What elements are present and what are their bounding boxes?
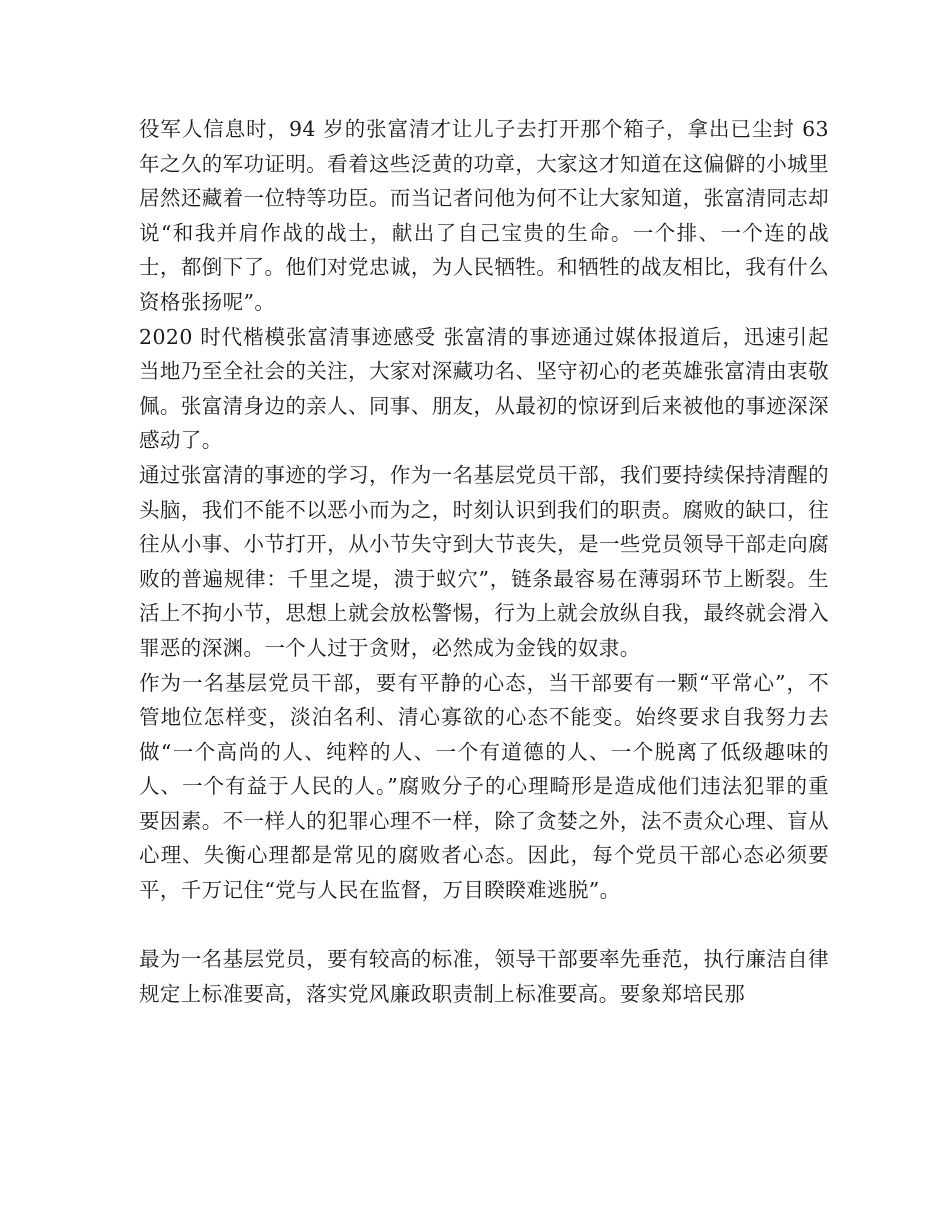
paragraph-5: 最为一名基层党员，要有较高的标准，领导干部要率先垂范，执行廉洁自律规定上标准要高，落实党风廉政职责制上标准要高。要象郑培民那 (139, 947, 829, 1006)
paragraph-3: 通过张富清的事迹的学习，作为一名基层党员干部，我们要持续保持清醒的头脑，我们不能不以恶小而为之，时刻认识到我们的职责。腐败的缺口，往往从小事、小节打开，从小节失守到大节丧失，是一些党员领导干部走向腐败的普遍规律：千里之堤，溃于蚁穴”，链条最容易在薄弱环节上断裂。生活上不拘小节，思想上就会放松警惕，行为上就会放纵自我，最终就会滑入罪恶的深渊。一个人过于贪财，必然成为金钱的奴隶。 (139, 462, 829, 660)
document-body (139, 112, 829, 1011)
paragraph-2: 2020 时代楷模张富清事迹感受 张富清的事迹通过媒体报道后，迅速引起当地乃至全社会的关注，大家对深藏功名、坚守初心的老英雄张富清由衷敬佩。张富清身边的亲人、同事、朋友，从最初的惊讶到后来被他的事迹深深感动了。 (139, 324, 829, 453)
paragraph-spacer (139, 908, 829, 943)
paragraph-4: 作为一名基层党员干部，要有平静的心态，当干部要有一颗“平常心”，不管地位怎样变，淡泊名利、清心寡欲的心态不能变。始终要求自我努力去做“一个高尚的人、纯粹的人、一个有道德的人、一个脱离了低级趣味的人、一个有益于人民的人。”腐败分子的心理畸形是造成他们违法犯罪的重要因素。不一样人的犯罪心理不一样，除了贪婪之外，法不责众心理、盲从心理、失衡心理都是常见的腐败者心态。因此，每个党员干部心态必须要平，千万记住“党与人民在监督，万目睽睽难逃脱”。 (139, 670, 829, 903)
paragraph-1: 役军人信息时，94 岁的张富清才让儿子去打开那个箱子，拿出已尘封 63 年之久的军功证明。看着这些泛黄的功章，大家这才知道在这偏僻的小城里居然还藏着一位特等功臣。而当记者问他为何不让大家知道，张富清同志却说“和我并肩作战的战士，献出了自己宝贵的生命。一个排、一个连的战士，都倒下了。他们对党忠诚，为人民牺牲。和牺牲的战友相比，我有什么资格张扬呢”。 (139, 117, 829, 314)
